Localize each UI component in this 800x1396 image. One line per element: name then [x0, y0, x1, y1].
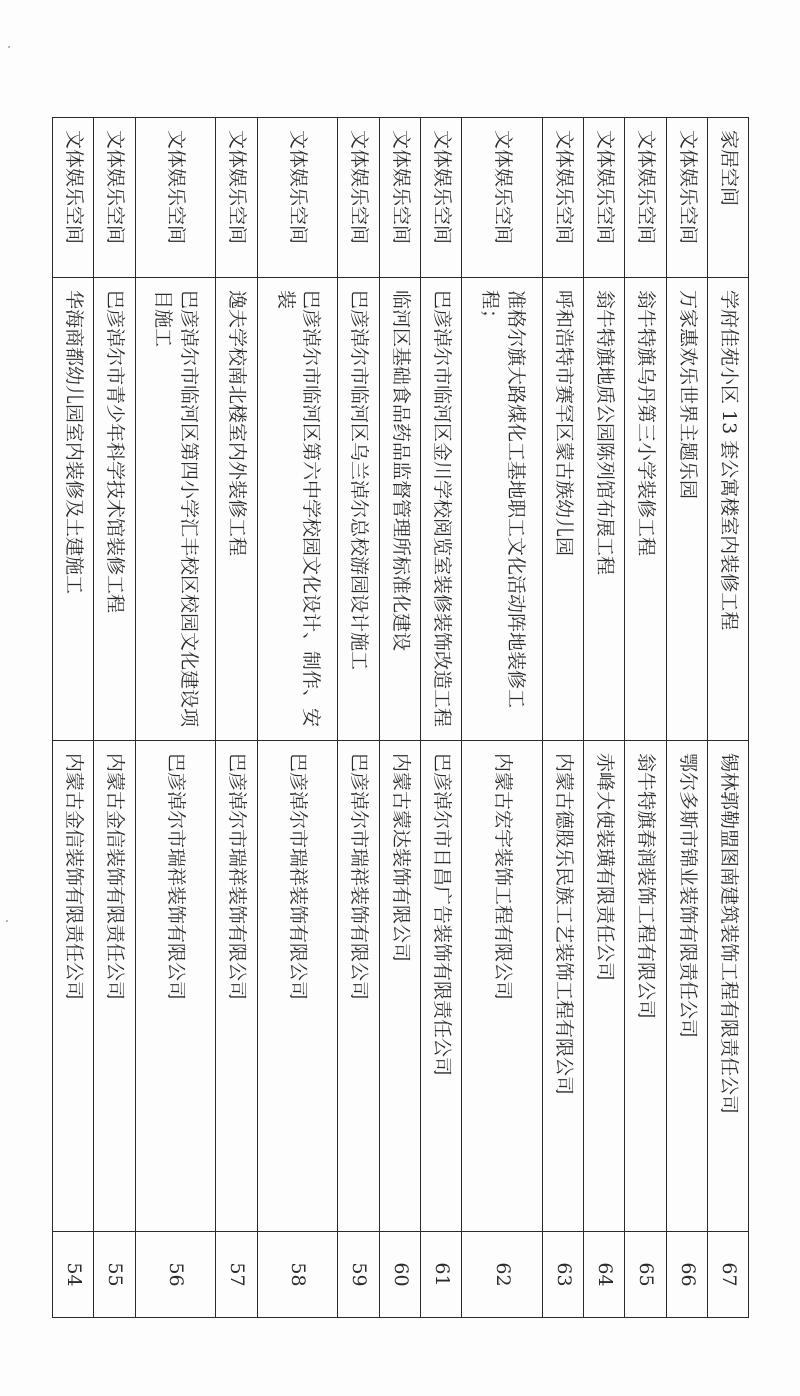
- project-name-cell: 临河区基础食品药品监督管理所标准化建设: [379, 278, 420, 741]
- company-name-cell: 内蒙古德股乐民族工艺装饰工程有限公司: [542, 741, 583, 1232]
- project-name-cell: 翁牛特旗乌丹第三小学装修工程: [625, 278, 666, 741]
- row-number-cell: 66: [666, 1232, 707, 1318]
- scan-speck: [6, 920, 8, 922]
- space-type-cell: 文体娱乐空间: [542, 118, 583, 278]
- company-name-cell: 翁牛特旗春润装饰工程有限公司: [625, 741, 666, 1232]
- table-row: [94, 118, 135, 1318]
- table-row: [338, 118, 379, 1318]
- company-name-cell: 巴彦淖尔市瑞祥装饰有限公司: [216, 741, 257, 1232]
- company-name-cell: 内蒙古宏宇装饰工程有限公司: [462, 741, 543, 1232]
- space-type-cell: 文体娱乐空间: [625, 118, 666, 278]
- space-type-cell: 家居空间: [707, 118, 748, 278]
- company-name-cell: 内蒙古蒙达装饰有限公司: [379, 741, 420, 1232]
- project-name-cell: 华海商都幼儿园室内装修及土建施工: [53, 278, 94, 741]
- company-name-cell: 巴彦淖尔市日昌广告装饰有限责任公司: [420, 741, 461, 1232]
- row-number-cell: 63: [542, 1232, 583, 1318]
- company-name-cell: 巴彦淖尔市瑞祥装饰有限公司: [257, 741, 338, 1232]
- space-type-cell: 文体娱乐空间: [135, 118, 216, 278]
- company-name-cell: 鄂尔多斯市锦业装饰有限责任公司: [666, 741, 707, 1232]
- table-row: [53, 118, 94, 1318]
- table-row: [542, 118, 583, 1318]
- table-row: [379, 118, 420, 1318]
- scan-speck: [8, 46, 10, 48]
- rotated-table-wrapper: [52, 117, 749, 1317]
- table-row: [666, 118, 707, 1318]
- table-row: [216, 118, 257, 1318]
- table-row: [625, 118, 666, 1318]
- project-name-cell: 呼和浩特市赛罕区蒙古族幼儿园: [542, 278, 583, 741]
- row-number-cell: 60: [379, 1232, 420, 1318]
- space-type-cell: 文体娱乐空间: [94, 118, 135, 278]
- space-type-cell: 文体娱乐空间: [379, 118, 420, 278]
- project-name-cell: 巴彦淖尔市青少年科学技术馆装修工程: [94, 278, 135, 741]
- space-type-cell: 文体娱乐空间: [53, 118, 94, 278]
- space-type-cell: 文体娱乐空间: [666, 118, 707, 278]
- space-type-cell: 文体娱乐空间: [257, 118, 338, 278]
- row-number-cell: 56: [135, 1232, 216, 1318]
- row-number-cell: 67: [707, 1232, 748, 1318]
- project-name-cell: 学府佳苑小区 13 套公寓楼室内装修工程: [707, 278, 748, 741]
- row-number-cell: 61: [420, 1232, 461, 1318]
- row-number-cell: 64: [584, 1232, 625, 1318]
- row-number-cell: 65: [625, 1232, 666, 1318]
- project-name-cell: 巴彦淖尔市临河区第四小学汇丰校区校园文化建设项目施工: [135, 278, 216, 741]
- space-type-cell: 文体娱乐空间: [584, 118, 625, 278]
- project-name-cell: 准格尔旗大路煤化工基地职工文化活动阵地装修工程；: [462, 278, 543, 741]
- project-name-cell: 巴彦淖尔市临河区金川学校阅览室装修装饰改造工程: [420, 278, 461, 741]
- row-number-cell: 58: [257, 1232, 338, 1318]
- project-name-cell: 逸夫学校南北楼室内外装修工程: [216, 278, 257, 741]
- table-row: [135, 118, 216, 1318]
- company-name-cell: 锡林郭勒盟图南建筑装饰工程有限责任公司: [707, 741, 748, 1232]
- space-type-cell: 文体娱乐空间: [338, 118, 379, 278]
- table-row: [584, 118, 625, 1318]
- company-name-cell: 内蒙古金信装饰有限责任公司: [53, 741, 94, 1232]
- table-row: [420, 118, 461, 1318]
- table-row: [707, 118, 748, 1318]
- project-name-cell: 巴彦淖尔市临河区乌兰淖尔总校游园设计施工: [338, 278, 379, 741]
- company-name-cell: 巴彦淖尔市瑞祥装饰有限公司: [135, 741, 216, 1232]
- row-number-cell: 55: [94, 1232, 135, 1318]
- space-type-cell: 文体娱乐空间: [420, 118, 461, 278]
- project-name-cell: 翁牛特旗地质公园陈列馆布展工程: [584, 278, 625, 741]
- company-name-cell: 巴彦淖尔市瑞祥装饰有限公司: [338, 741, 379, 1232]
- space-type-cell: 文体娱乐空间: [462, 118, 543, 278]
- row-number-cell: 57: [216, 1232, 257, 1318]
- row-number-cell: 54: [53, 1232, 94, 1318]
- project-name-cell: 巴彦淖尔市临河区第六中学校园文化设计、制作、安装: [257, 278, 338, 741]
- project-name-cell: 万家惠欢乐世界主题乐园: [666, 278, 707, 741]
- company-name-cell: 赤峰大使装璜有限责任公司: [584, 741, 625, 1232]
- company-name-cell: 内蒙古金信装饰有限责任公司: [94, 741, 135, 1232]
- table-row: [257, 118, 338, 1318]
- table-row: [462, 118, 543, 1318]
- row-number-cell: 62: [462, 1232, 543, 1318]
- row-number-cell: 59: [338, 1232, 379, 1318]
- project-table: [52, 117, 749, 1318]
- space-type-cell: 文体娱乐空间: [216, 118, 257, 278]
